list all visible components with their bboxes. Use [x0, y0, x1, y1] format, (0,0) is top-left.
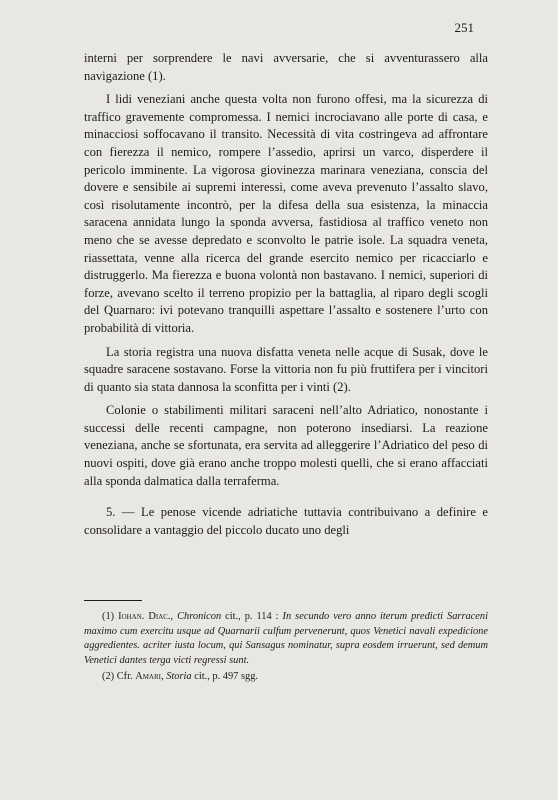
footnote-cite: cit., p. 497 sgg.	[194, 671, 259, 682]
paragraph: Colonie o stabilimenti militari saraceni nell’alto Adriatico, nonostante i successi delle recenti campagne, non poterono insediarsi. La reazione veneziana, anche se sfortunata, era servita ad alleggerire l’Adriatico del peso di nuovi ospiti, dove già erano anche troppo molesti quelli, che si erano affacciati alla sponda dalmatica dalla terraferma.	[84, 403, 488, 488]
page-number: 251	[454, 20, 474, 35]
paragraph: La storia registra una nuova disfatta veneta nelle acque di Susak, dove le squadre saracene sostavano. Forse la vittoria non fu più fruttifera per i vincitori di quanto sia stata dannosa la sconfitta per i vinti (2).	[84, 344, 488, 394]
footnote-author: Amari,	[135, 671, 164, 682]
footnote-work: Chronicon	[177, 611, 222, 622]
footnote-divider	[84, 600, 142, 601]
main-text	[84, 50, 488, 545]
footnote-2	[84, 670, 488, 685]
footnote-work: Storia	[166, 671, 192, 682]
footnote-author: Iohan. Diac.	[118, 611, 171, 622]
section-5-paragraph: 5. — Le penose vicende adriatiche tuttavia contribuivano a definire e consolidare a vantaggio del piccolo ducato uno degli	[84, 505, 488, 537]
footnote-cite: cit., p. 114 :	[225, 611, 279, 622]
footnote-quote: In secundo vero anno iterum predicti Sarraceni maximo cum exercitu usque ad Quarnarii culfum pervenerunt, quos Venetici navali expedicione aggredientes. acriter iusta locum, qui Sansagus nominatur, supra eosdem irruerunt, sed demum Venetici dantes terga victi regressi sunt.	[84, 611, 488, 666]
footnote-label: (1)	[102, 611, 115, 622]
footnote-label: (2) Cfr.	[102, 671, 133, 682]
paragraph-continuation: interni per sorprendere le navi avversarie, che si avventurassero alla navigazione (1).	[84, 51, 488, 83]
footnotes	[84, 610, 488, 687]
footnote-1: (1) Iohan. Diac., Chronicon cit., p. 114 : In secundo vero anno iterum predicti Sarraceni maximo cum exercitu usque ad Quarnarii culfum pervenerunt, quos Venetici navali expedicione aggredientes. acriter iusta locum, qui Sansagus nominatur, supra eosdem irruerunt, sed demum Venetici dantes terga victi regressi sunt.	[84, 611, 488, 666]
paragraph: I lidi veneziani anche questa volta non furono offesi, ma la sicurezza di traffico gravemente compromessa. I nemici incrociavano alle porte di casa, e minacciosi soffocavano il transito. Necessità di vita costringeva ad affrontare con fierezza il nemico, rompere l’assedio, aprirsi un varco, disperdere il pericolo imminente. La vigorosa giovinezza marinara veneziana, conscia del dovere e sensibile ai supremi interessi, come aveva prevenuto l’assalto slavo, così risolutamente incontrò, per la difesa della sua esistenza, la minaccia saracena annidata lungo la sponda avversa, fastidiosa al traffico veneto non meno che se avesse depredato e sconvolto le patrie isole. La squadra veneta, riassettata, venne alla ricerca del grande esercito nemico per ricacciarlo e distruggerlo. Ma fierezza e buona volontà non bastavano. I nemici, superiori di forze, avevano scelto il terreno propizio per la battaglia, al riparo degli scogli del Quarnaro: ivi potevano tranquilli aspettare l’assalto e sostenere l’urto con probabilità di vittoria.	[84, 92, 488, 335]
